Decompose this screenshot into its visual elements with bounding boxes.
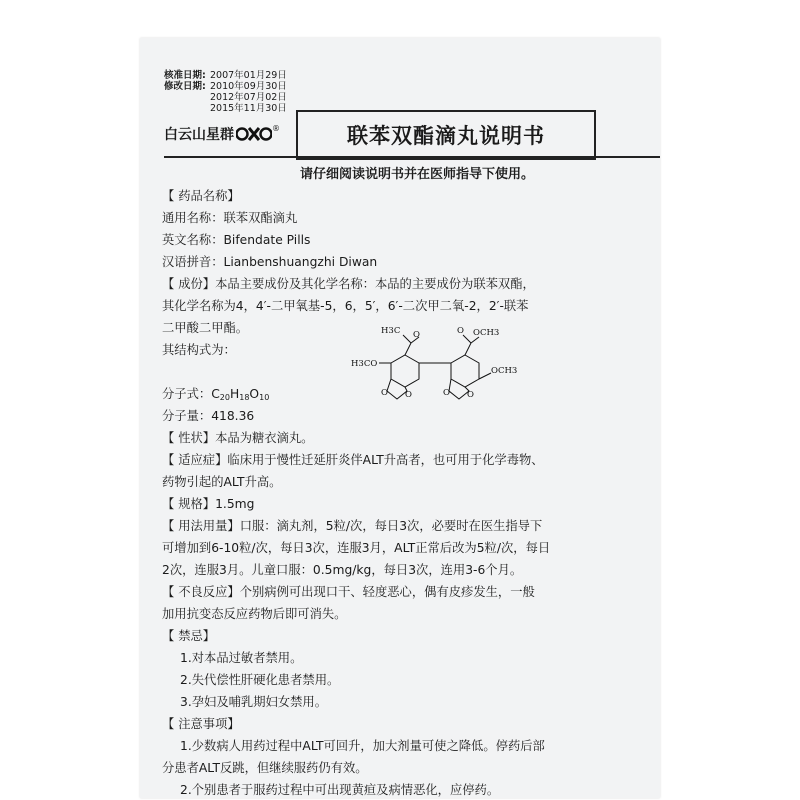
adverse-line: 加用抗变态反应药物后即可消失。: [162, 607, 347, 621]
drug-name-heading: 【 药品名称】: [162, 189, 240, 203]
title-box: [296, 110, 596, 160]
molecular-formula: 分子式：$C_{20}H_{18}O_{10}$: [162, 387, 270, 402]
brand: [164, 124, 280, 144]
english-name: 英文名称：Bifendate Pills: [162, 233, 311, 247]
document-title: 联苯双酯滴丸说明书: [347, 124, 545, 148]
structure-label-o: O: [413, 330, 420, 340]
ingredients-line: 二甲酸二甲酯。: [162, 321, 249, 335]
structure-label-o: O: [443, 388, 450, 398]
modify-date-label: 修改日期:: [164, 81, 206, 92]
ingredients-line: 【 成份】本品主要成份及其化学名称：本品的主要成份为联苯双酯，: [162, 277, 535, 291]
approve-date-label: 核准日期:: [164, 70, 206, 81]
pinyin-name: 汉语拼音：Lianbenshuangzhi Diwan: [162, 255, 378, 269]
contraindication-item: 3.孕妇及哺乳期妇女禁用。: [180, 695, 327, 709]
leaflet-page: [140, 38, 660, 798]
indications-line: 药物引起的ALT升高。: [162, 475, 282, 489]
precaution-line: 2.个别患者于服药过程中可出现黄疸及病情恶化，应停药。: [180, 783, 500, 797]
usage-line: 可增加到6-10粒/次，每日3次，连服3月，ALT正常后改为5粒/次，每日: [162, 541, 551, 555]
structure-label-o: O: [381, 388, 388, 398]
molecular-weight: 分子量：418.36: [162, 409, 255, 423]
usage-line: 【 用法用量】口服：滴丸剂，5粒/次，每日3次，必要时在医生指导下: [162, 519, 543, 533]
structure-label-och3: OCH3: [473, 328, 500, 338]
modify-date-2: 2012年07月02日: [210, 92, 287, 103]
specification: 【 规格】1.5mg: [162, 497, 255, 511]
structure-label-o: O: [405, 390, 412, 400]
leaflet-body: [162, 185, 644, 798]
approve-date: 2007年01月29日: [210, 70, 287, 81]
generic-name: 通用名称：联苯双酯滴丸: [162, 211, 298, 225]
precautions-heading: 【 注意事项】: [162, 717, 240, 731]
structure-label-h3c: H3C: [381, 326, 401, 336]
structure-label-h3co: H3CO: [351, 359, 378, 369]
ingredients-line: 其化学名称为4，4′-二甲氧基-5，6，5′，6′-二次甲二氧-2，2′-联苯: [162, 299, 529, 313]
indications-line: 【 适应症】临床用于慢性迁延肝炎伴ALT升高者，也可用于化学毒物、: [162, 453, 544, 467]
properties: 【 性状】本品为糖衣滴丸。: [162, 431, 314, 445]
structure-label-och3: OCH3: [491, 366, 518, 376]
structure-label-o: O: [457, 326, 464, 336]
date-block: [164, 70, 287, 114]
contraindication-item: 2.失代偿性肝硬化患者禁用。: [180, 673, 340, 687]
structural-formula: [345, 325, 555, 419]
precaution-line: 分患者ALT反跳，但继续服药仍有效。: [162, 761, 368, 775]
usage-line: 2次，连服3月。儿童口服：0.5mg/kg，每日3次，连用3-6个月。: [162, 563, 523, 577]
precaution-line: 1.少数病人用药过程中ALT可回升，加大剂量可使之降低。停药后部: [180, 739, 545, 753]
formula-label: 分子式：: [162, 387, 212, 401]
modify-date-1: 2010年09月30日: [210, 81, 287, 92]
usage-notice: 请仔细阅读说明书并在医师指导下使用。: [300, 167, 535, 182]
adverse-line: 【 不良反应】个别病例可出现口干、轻度恶心，偶有皮疹发生，一般: [162, 585, 535, 599]
title-rule: [164, 156, 660, 158]
modify-date-3: 2015年11月30日: [210, 103, 287, 114]
contraindications-heading: 【 禁忌】: [162, 629, 216, 643]
brand-logo-icon: [236, 126, 272, 142]
brand-name: 白云山星群: [164, 127, 234, 143]
structure-label: 其结构式为：: [162, 343, 236, 357]
contraindication-item: 1.对本品过敏者禁用。: [180, 651, 303, 665]
registered-mark: ®: [272, 124, 280, 133]
structure-label-o: O: [467, 390, 474, 400]
